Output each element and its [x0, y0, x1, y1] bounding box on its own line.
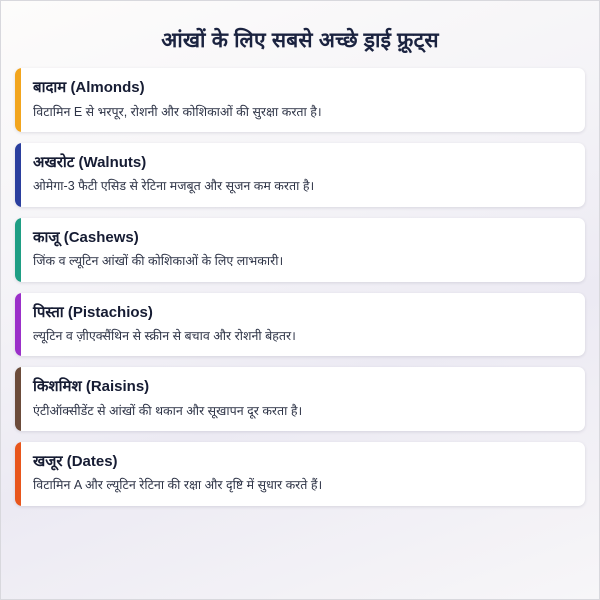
card-title: काजू (Cashews) [33, 228, 139, 246]
card-description: विटामिन A और ल्यूटिन रेटिना की रक्षा और दृष्टि में सुधार करते हैं। [33, 478, 323, 493]
card-title: पिस्ता (Pistachios) [33, 303, 153, 321]
page-title: आंखों के लिए सबसे अच्छे ड्राई फ़्रूट्स [161, 29, 439, 52]
card-title: अखरोट (Walnuts) [33, 154, 147, 172]
card-description: ओमेगा-3 फैटी एसिड से रेटिना मजबूत और सूजन कम करता है। [33, 179, 315, 194]
card-description: ल्यूटिन व ज़ीएक्सैंथिन से स्क्रीन से बचाव और रोशनी बेहतर। [33, 328, 296, 343]
card-title: खजूर (Dates) [33, 453, 118, 471]
card-almonds [15, 68, 585, 132]
card-walnuts [15, 143, 585, 207]
card-dates [15, 442, 585, 506]
card-cashews [15, 218, 585, 282]
card-pistachios [15, 293, 585, 357]
card-title: किशमिश (Raisins) [33, 378, 150, 396]
card-raisins [15, 367, 585, 431]
poster-content [15, 13, 585, 587]
card-title: बादाम (Almonds) [33, 79, 145, 97]
card-description: विटामिन E से भरपूर, रोशनी और कोशिकाओं की सुरक्षा करता है। [33, 104, 322, 119]
dry-fruit-card-list [15, 64, 585, 506]
card-description: एंटीऑक्सीडेंट से आंखों की थकान और सूखापन दूर करता है। [33, 403, 303, 418]
card-description: जिंक व ल्यूटिन आंखों की कोशिकाओं के लिए लाभकारी। [33, 254, 284, 269]
